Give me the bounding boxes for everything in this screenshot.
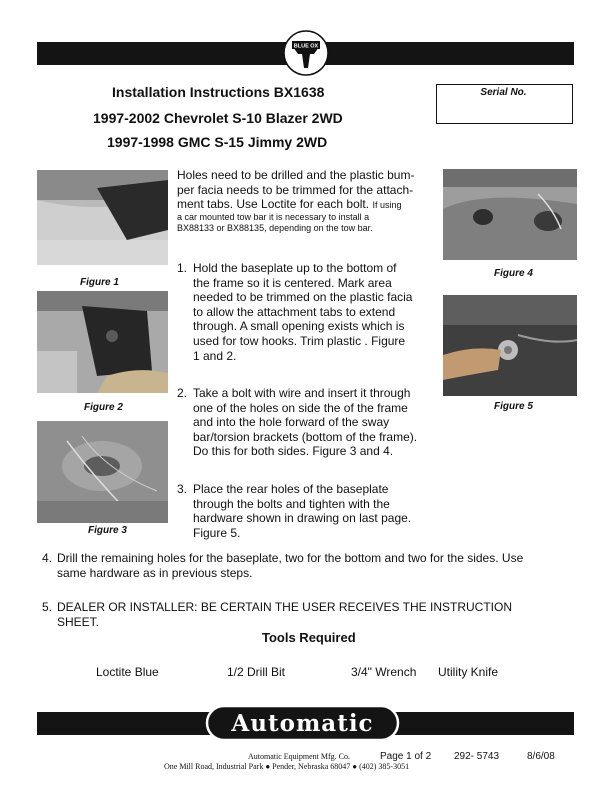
step-line: Take a bolt with wire and insert it through [193,386,411,400]
step-line: same hardware as in previous steps. [57,565,253,580]
tool-item: 3/4" Wrench [351,665,417,679]
intro-note-inline: If using [372,200,402,210]
figure-1-caption: Figure 1 [80,277,119,288]
footer-page-number: Page 1 of 2 [380,751,432,762]
step-line: Place the rear holes of the baseplate [193,482,389,496]
figure-5-photo [443,295,577,396]
serial-number-label: Serial No. [480,87,527,98]
figure-4-caption: Figure 4 [494,268,533,279]
step-line: one of the holes on side the of the frame [193,400,408,415]
step-line: used for tow hooks. Trim plastic . Figure [193,333,406,348]
step-line: through. A small opening exists which is [193,319,405,334]
automatic-logo [205,704,400,742]
step-line: Hold the baseplate up to the bottom of [193,261,397,275]
footer-doc-number: 292- 5743 [454,751,500,762]
step-number: 3. [177,482,188,496]
tools-heading: Tools Required [262,630,356,645]
step-line: needed to be trimmed on the plastic facia [193,290,413,305]
figure-2-caption: Figure 2 [84,402,123,413]
step-line: SHEET. [57,614,100,629]
title-line-1: Installation Instructions BX1638 [112,84,325,100]
svg-text:BLUE OX: BLUE OX [293,43,319,50]
step-line: to allow the attachment tabs to extend [193,304,396,319]
step-3 [177,482,439,540]
step-line: and into the hole forward of the sway [193,415,390,430]
step-line: DEALER OR INSTALLER: BE CERTAIN THE USER RECEIVES THE INSTRUCTION [57,600,512,614]
intro-line: Holes need to be drilled and the plastic bum- [177,168,415,182]
blue-ox-logo [283,30,329,76]
step-number: 2. [177,386,188,400]
step-line: the frame so it is centered. Mark area [193,275,392,290]
step-number: 5. [42,600,53,614]
step-line: Figure 5. [193,525,241,540]
intro-line: ment tabs. Use Loctite for each bolt. If using [177,197,402,211]
intro-note-line: a car mounted tow bar it is necessary to install a [177,211,370,222]
step-line: bar/torsion brackets (bottom of the frame). [193,429,418,444]
figure-1-photo [37,170,168,265]
step-line: Do this for both sides. Figure 3 and 4. [193,444,394,459]
figure-4-photo [443,169,577,260]
tool-item: 1/2 Drill Bit [227,665,286,679]
intro-paragraph [177,168,437,235]
step-line: through the bolts and tighten with the [193,496,390,511]
tool-item: Loctite Blue [96,665,159,679]
title-line-2: 1997-2002 Chevrolet S-10 Blazer 2WD [93,110,343,126]
footer-company: Automatic Equipment Mfg. Co. [248,752,350,761]
step-2 [177,386,439,459]
step-number: 4. [42,551,53,565]
step-5 [42,600,577,629]
figure-5-caption: Figure 5 [494,401,533,412]
step-line: Drill the remaining holes for the baseplate, two for the bottom and two for the sides. Use [57,551,524,565]
figure-3-caption: Figure 3 [88,525,127,536]
automatic-brand-text: Automatic [231,710,374,737]
figure-2-photo [37,291,168,393]
footer-address: One Mill Road, Industrial Park ● Pender, Nebraska 68047 ● (402) 385-3051 [164,762,410,771]
tool-item: Utility Knife [438,665,499,679]
step-line: hardware shown in drawing on last page. [193,511,412,526]
figure-3-photo [37,421,168,523]
step-number: 1. [177,261,188,275]
intro-line: per facia needs to be trimmed for the attach- [177,182,414,197]
intro-note-line: BX88133 or BX88135, depending on the tow bar. [177,223,373,233]
title-line-3: 1997-1998 GMC S-15 Jimmy 2WD [107,134,328,150]
step-line: 1 and 2. [193,348,237,363]
step-1 [177,261,437,363]
step-4 [42,551,577,580]
footer-date: 8/6/08 [527,751,555,762]
